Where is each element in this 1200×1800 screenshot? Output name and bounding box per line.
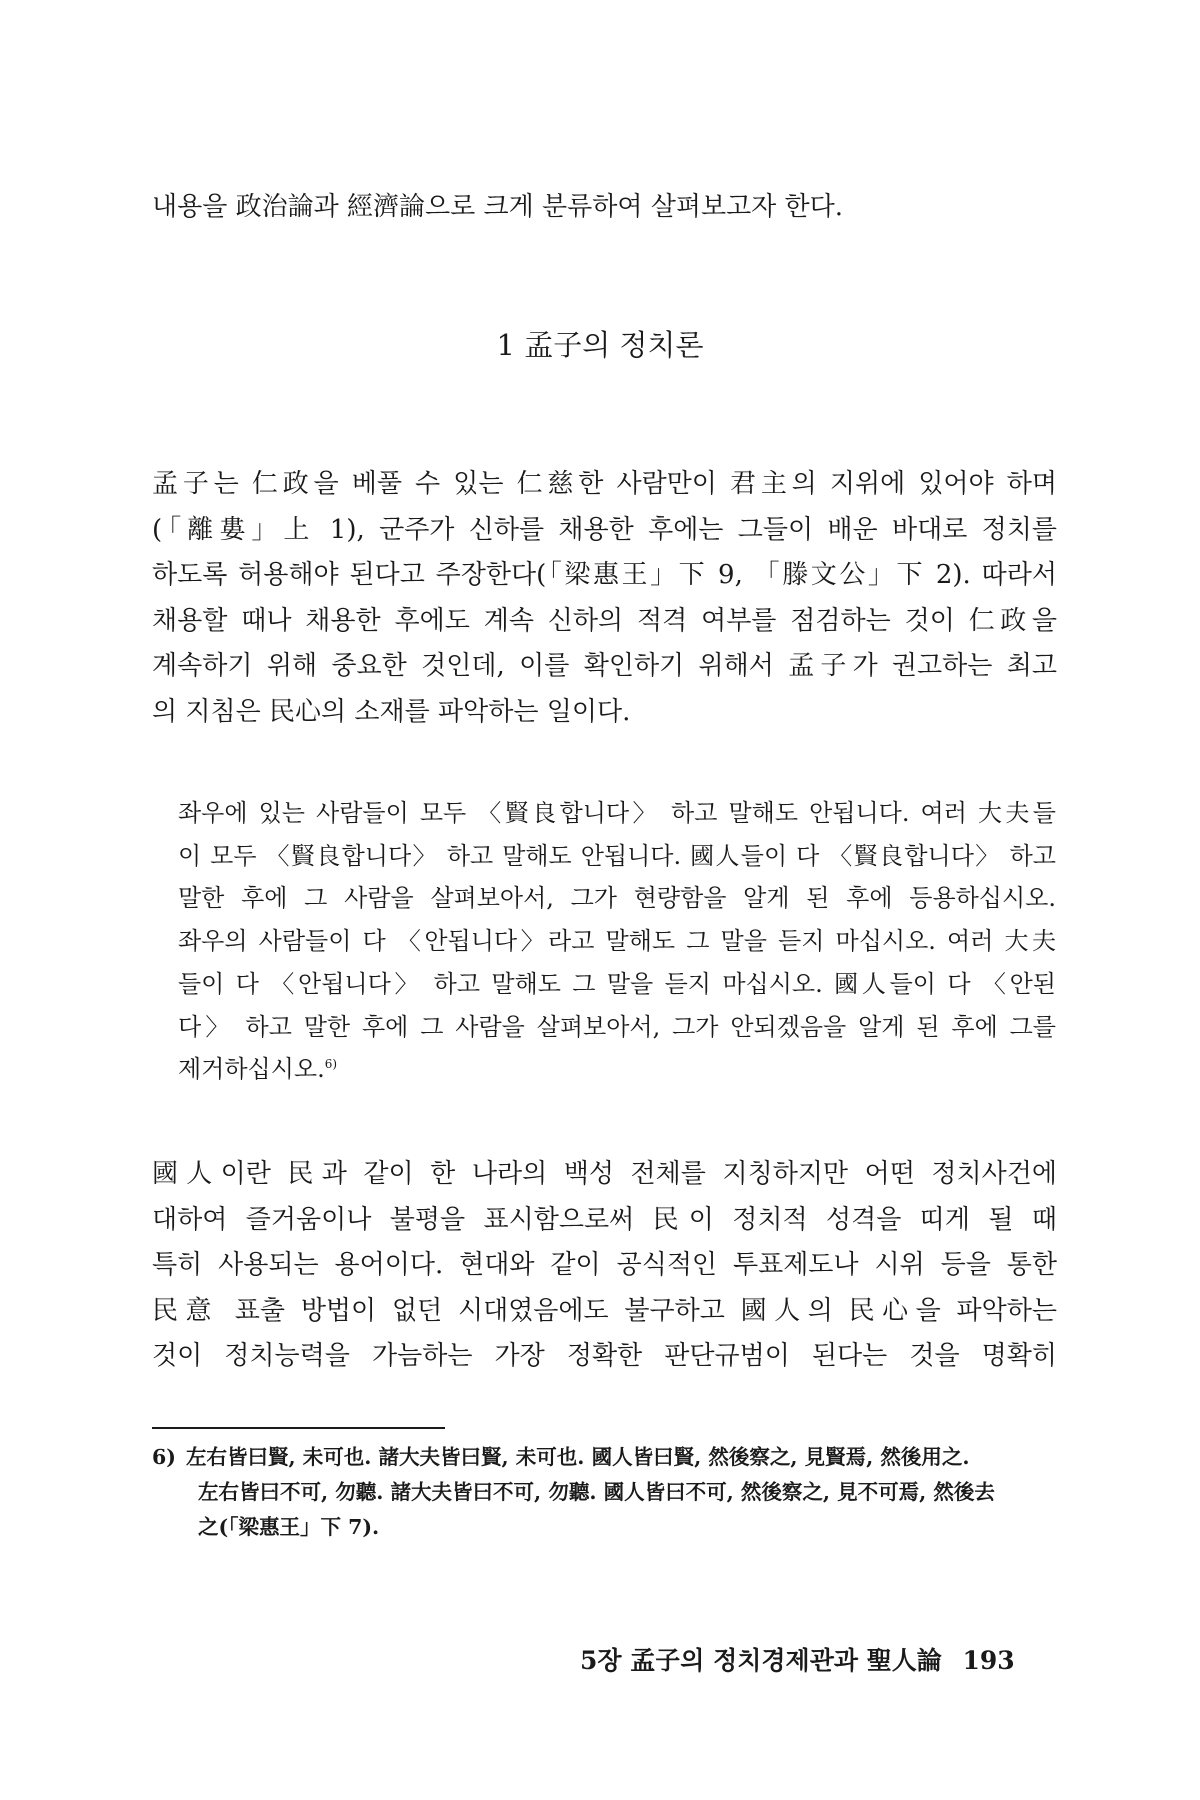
body-paragraph-2: [152, 1152, 1057, 1380]
quote-line: 이 모두 〈賢良합니다〉 하고 말해도 안됩니다. 國人들이 다 〈賢良합니다〉 하고: [178, 841, 1056, 870]
quote-last-line: [178, 1048, 1056, 1091]
paragraph-line: 孟子는 仁政을 베풀 수 있는 仁慈한 사람만이 君主의 지위에 있어야 하며: [152, 469, 1057, 499]
quote-line: 들이 다 〈안됩니다〉 하고 말해도 그 말을 듣지 마십시오. 國人들이 다 〈안된: [178, 969, 1056, 998]
paragraph-line: 계속하기 위해 중요한 것인데, 이를 확인하기 위해서 孟子가 권고하는 최고: [152, 651, 1057, 681]
section-title: 孟子의 정치론: [524, 328, 704, 362]
paragraph-line: 채용할 때나 채용한 후에도 계속 신하의 적격 여부를 점검하는 것이 仁政을: [152, 605, 1057, 636]
paragraph-line: 대하여 즐거움이나 불평을 표시함으로써 民이 정치적 성격을 띠게 될 때: [152, 1204, 1057, 1235]
footnote-text: 左右皆曰賢, 未可也. 諸大夫皆曰賢, 未可也. 國人皆曰賢, 然後察之, 見賢焉, 然後用之.: [185, 1445, 970, 1469]
footnote: [152, 1440, 1057, 1545]
paragraph-line: 民意 표출 방법이 없던 시대였음에도 불구하고 國人의 民心을 파악하는: [152, 1295, 1057, 1326]
block-quote: [178, 792, 1056, 1091]
page-number: 193: [962, 1646, 1015, 1675]
footnote-reference[interactable]: 6): [324, 1057, 338, 1072]
paragraph-line: 특히 사용되는 용어이다. 현대와 같이 공식적인 투표제도나 시위 등을 통한: [152, 1250, 1057, 1280]
quote-line: 좌우의 사람들이 다 〈안됩니다〉라고 말해도 그 말을 듣지 마십시오. 여러 大夫: [178, 927, 1056, 956]
section-number: 1: [496, 328, 515, 362]
quote-line: 제거하십시오.: [178, 1055, 325, 1084]
paragraph-line: 하도록 허용해야 된다고 주장한다(「梁惠王」下 9, 「滕文公」下 2). 따라서: [152, 560, 1057, 590]
footnote-line: [152, 1440, 1057, 1475]
paragraph-line: (「離婁」上 1), 군주가 신하를 채용한 후에는 그들이 배운 바대로 정치를: [152, 514, 1057, 545]
footnote-line: 之(「梁惠王」下 7).: [198, 1515, 380, 1539]
quote-line: 좌우에 있는 사람들이 모두 〈賢良합니다〉 하고 말해도 안됩니다. 여러 大夫들: [178, 799, 1056, 827]
chapter-title: 5장 孟子의 정치경제관과 聖人論: [580, 1646, 942, 1675]
paragraph-line: 國人이란 民과 같이 한 나라의 백성 전체를 지칭하지만 어떤 정치사건에: [152, 1159, 1057, 1189]
quote-line: 다〉 하고 말한 후에 그 사람을 살펴보아서, 그가 안되겠음을 알게 된 후에 그를: [178, 1012, 1056, 1041]
intro-line: 내용을 政治論과 經濟論으로 크게 분류하여 살펴보고자 한다.: [152, 192, 844, 222]
section-heading: [0, 326, 1200, 364]
footnote-number: 6): [152, 1445, 176, 1469]
footnote-divider: [152, 1427, 445, 1429]
paragraph-line: 의 지침은 民心의 소재를 파악하는 일이다.: [152, 696, 631, 727]
body-paragraph-1: [152, 462, 1057, 735]
running-footer: [580, 1644, 1015, 1678]
paragraph-line: 것이 정치능력을 가늠하는 가장 정확한 판단규범이 된다는 것을 명확히: [152, 1341, 1057, 1371]
quote-line: 말한 후에 그 사람을 살펴보아서, 그가 현량함을 알게 된 후에 등용하십시오.: [178, 884, 1056, 913]
footnote-line: 左右皆曰不可, 勿聽. 諸大夫皆曰不可, 勿聽. 國人皆曰不可, 然後察之, 見不可焉, 然後去: [198, 1480, 995, 1504]
